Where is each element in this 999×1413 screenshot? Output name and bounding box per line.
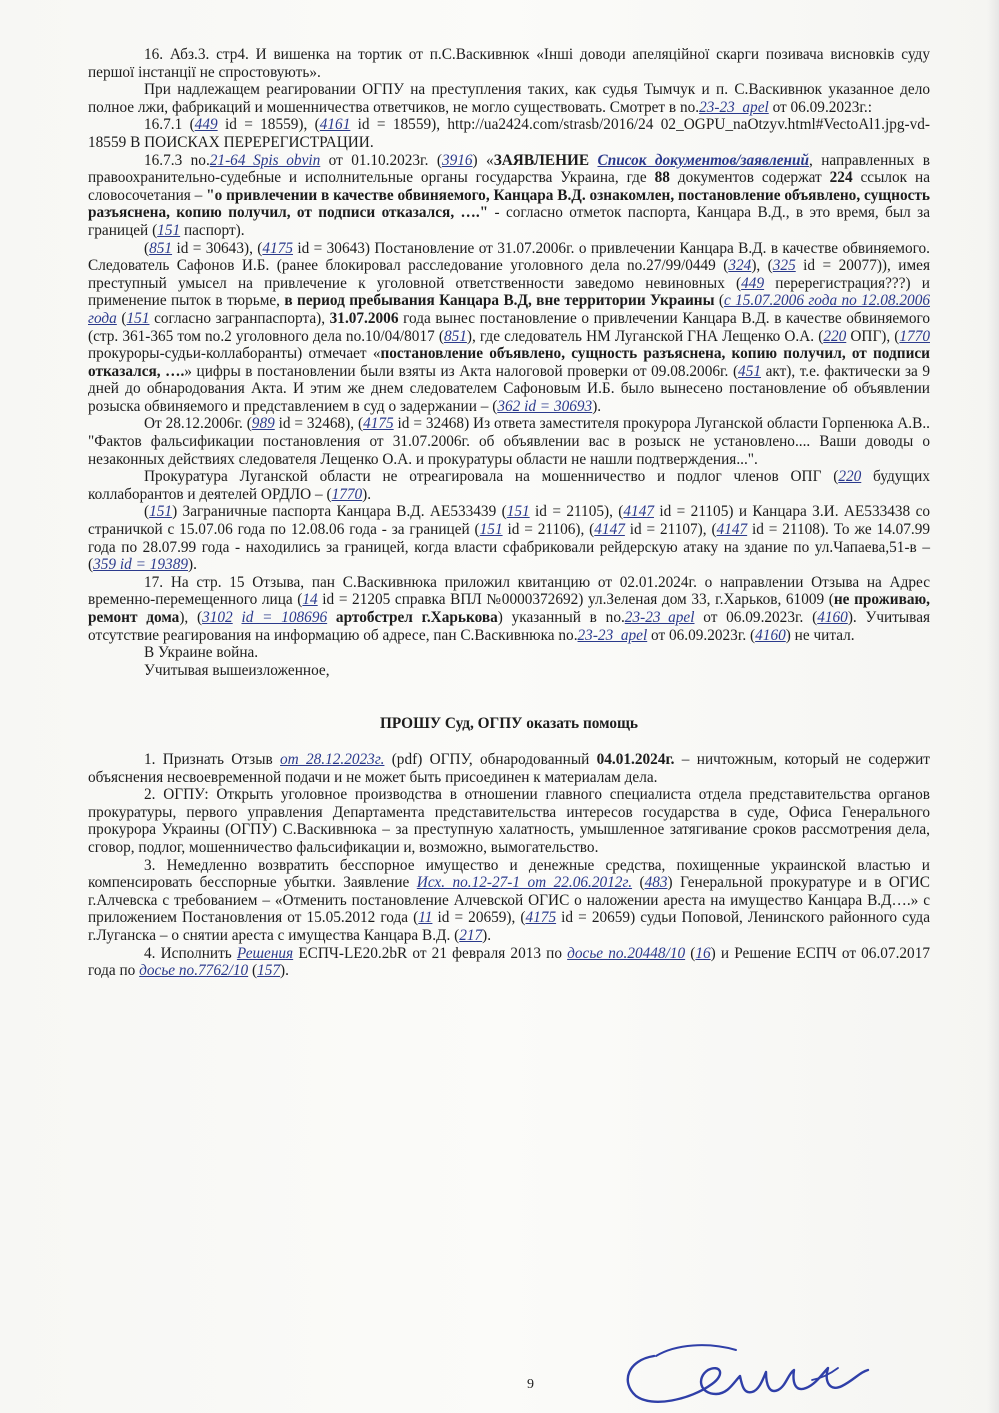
paragraph-17: 17. На стр. 15 Отзыва, пан С.Васкивнюка приложил квитанцию от 02.01.2024г. о направлении Отзыва на Адрес временно-перемещенного лица (14 id = 21205 справка ВПЛ №0000372692) ул.Зеленая дом 33, г.Харьков, 61009 (не проживаю, ремонт дома), (3102 id = 108696 артобстрел г.Харькова) указанный в no.23-23_apel от 06.09.2023г. (4160). Учитывая отсутствие реагирования на информацию об адресе, пан С.Васкивнюка no.23-23_apel от 06.09.2023г. (4160) не читал. [88,573,931,644]
link-359[interactable]: 359 id = 19389 [93,556,188,574]
link-362[interactable]: 362 id = 30693 [497,397,593,415]
link-4160[interactable]: 4160 [817,609,848,626]
paragraph-reaction: При надлежащем реагировании ОГПУ на преступления таких, как судья Тымчук и п. С.Васкивнюк указанное дело полное лжи, фабрикаций и мошенничества ответчиков, не могло существовать. Смотрет в no.23-23_apel от 06.09.2023г.: [88,81,930,116]
page-number: 9 [527,1377,534,1392]
paragraph-war: В Украине война. [144,644,259,662]
link-4175-c[interactable]: 4175 [525,909,557,927]
link-11[interactable]: 11 [418,909,433,927]
link-ish[interactable]: Исх. no.12-27-1 от 22.06.2012г. [416,874,633,892]
request-1: 1. Признать Отзыв от 28.12.2023г. (pdf) ОГПУ, обнародованный 04.01.2024г. – ничтожным, который не содержит объяснения несвоевременной подачи и не может быть присоединен к материалам дела. [88,750,930,786]
section-title: ПРОШУ Суд, ОГПУ оказать помощь [380,715,638,733]
link-dosie-20448[interactable]: досье no.20448/10 [567,944,686,962]
link-151-e[interactable]: 151 [479,521,503,539]
request-4: 4. Исполнить Решения ЕСПЧ-LE20.2bR от 21 февраля 2013 по досье no.20448/10 (16) и Решение ЕСПЧ от 06.07.2017 года по досье no.7762/10 (157). [88,944,930,980]
link-14[interactable]: 14 [302,591,318,609]
link-151-c[interactable]: 151 [149,503,173,521]
link-4175[interactable]: 4175 [262,239,293,257]
link-ot-28-12-2023[interactable]: от 28.12.2023г. [280,750,385,768]
link-4147-b[interactable]: 4147 [594,521,625,539]
link-23-23-apel[interactable]: 23-23_apel [699,98,769,116]
link-151-passport[interactable]: 151 [157,221,181,239]
link-4160-b[interactable]: 4160 [755,626,786,644]
link-220-opg[interactable]: 220 [823,327,847,345]
link-23-23-apel-b[interactable]: 23-23_apel [624,609,695,626]
link-151-zagran[interactable]: 151 [126,309,150,327]
link-period[interactable]: с 15.07.2006 года по 12.08.2006 года [88,292,930,327]
link-21-64-spis-obvin[interactable]: 21-64_Spis_obvin [209,151,321,169]
paragraph-16: 16. Абз.3. стр4. И вишенка на тортик от п.С.Васкивнюк «Інші доводи апеляційної скарги позивача висновків суду першої інстанції не спростовують». [88,46,930,81]
link-23-23-apel-c[interactable]: 23-23_apel [577,626,648,644]
link-4175-b[interactable]: 4175 [363,415,394,433]
request-3: 3. Немедленно возвратить бесспорное имущество и денежные средства, похищенные украинской властью и компенсировать бесспорные убытки. Заявление Исх. no.12-27-1 от 22.06.2012г. (483) Генеральной прокуратуре и в ОГИС г.Алчевска с требованием – «Отменить постановление Алчевской ОГИС о наложении ареста на имущество Канцара В.Д….» с приложением Постановления от 15.05.2012 года (11 id = 20659), (4175 id = 20659) судьи Поповой, Ленинского районного суда г.Луганска – о снятии ареста с имущества Канцара В.Д. (217). [88,856,931,944]
link-4161[interactable]: 4161 [319,116,351,134]
link-989[interactable]: 989 [251,415,275,433]
link-324[interactable]: 324 [728,257,752,275]
paragraph-passports: (151) Заграничные паспорта Канцара В.Д. АЕ533439 (151 id = 21105), (4147 id = 21105) и Канцара З.И. АЕ533438 со страничкой с 15.07.06 года по 12.08.06 года - за границей (151 id = 21106), (4147 id = 21107), (4147 id = 21108). То же 14.07.99 года по 28.07.99 года - находились за границей, когда власти сфабриковали рейдерскую атаку на здание по ул.Чапаева,51-в – (359 id = 19389). [88,503,931,574]
link-851-b[interactable]: 851 [443,327,467,345]
paragraph-16-7-3: 16.7.3 no.21-64_Spis_obvin от 01.10.2023г. (3916) «ЗАЯВЛЕНИЕ Список документов/заявлений, направленных в правоохранительно-судебные и исполнительные органы государства Украина, где 88 документов содержат 224 ссылок на словосочетания – "о привлечении в качестве обвиняемого, Канцара В.Д. ознакомлен, постановление объявлено, сущность разъяснена, копию получил, от подписи отказался, …." - согласно отметок паспорта, Канцара В.Д., в это время, был за границей (151 паспорт). [88,151,931,239]
link-3102[interactable]: 3102 [202,609,233,626]
link-16[interactable]: 16 [695,944,711,962]
link-157[interactable]: 157 [257,962,281,980]
link-4147-c[interactable]: 4147 [716,521,748,539]
paragraph-considering: Учитывая вышеизложенное, [144,661,330,679]
link-483[interactable]: 483 [644,874,668,892]
link-449[interactable]: 449 [194,116,218,134]
document-body [88,46,930,980]
paragraph-851: (851 id = 30643), (4175 id = 30643) Постановление от 31.07.2006г. о привлечении Канцара В.Д. в качестве обвиняемого. Следователь Сафонов И.Б. (ранее блокировал расследование уголовного дела no.27/99/0449 (324), (325 id = 20077)), имея преступный умысел на привлечение к уголовной ответственности заведомо невиновных (449 перерегистрация???) и применение пыток в тюрьме, в период пребывания Канцара В.Д, вне территории Украины (с 15.07.2006 года по 12.08.2006 года (151 согласно загранпаспорта), 31.07.2006 года вынес постановление о привлечении Канцара В.Д. в качестве обвиняемого (стр. 361-365 том no.2 уголовного дела no.10/04/8017 (851), где следователь НМ Луганской ГНА Лещенко О.А. (220 ОПГ), (1770 прокуроры-судьи-коллаборанты) отмечает «постановление объявлено, сущность разъяснена, копию получил, от подписи отказался, ….» цифры в постановлении были взяты из Акта налоговой проверки от 09.08.2006г. (451 акт), т.е. фактически за 9 дней до обнародования Акта. И этим же днем следователем Сафоновым И.Б. было вынесено постановление об объявлении розыска обвиняемого и представлением в суд о задержании – (362 id = 30693). [88,239,931,415]
link-220-b[interactable]: 220 [838,468,862,486]
link-851[interactable]: 851 [149,239,173,257]
link-451[interactable]: 451 [738,362,761,380]
link-spisok-dokumentov[interactable]: Список документов/заявлений [597,151,810,169]
link-4147[interactable]: 4147 [623,503,654,521]
paragraph-16-7-1: 16.7.1 (449 id = 18559), (4161 id = 18559), http://ua2424.com/strasb/2016/24 02_OGPU_naOtzyv.html#VectoAl1.jpg-vd-18559 В ПОИСКАХ ПЕРЕРЕГИСТРАЦИИ. [88,116,930,151]
paragraph-28-12-2006: От 28.12.2006г. (989 id = 32468), (4175 id = 32468) Из ответа заместителя прокурора Луганской области Горпенюка А.В.. "Фактов фальсификации постановления от 31.07.2006г. об объявлении вас в розыск не установлено.... Ваши доводы о незаконных действиях следователя Лещенко О.А. и прокуратуры области не нашли подтверждения...". [88,415,930,468]
link-325[interactable]: 325 [772,257,796,275]
link-dosie-7762[interactable]: досье no.7762/10 [139,962,249,980]
link-217[interactable]: 217 [459,926,483,944]
paragraph-prokuratura: Прокуратура Луганской области не отреагировала на мошенничество и подлог членов ОПГ (220 будущих коллаборантов и деятелей ОРДЛО – (1770). [88,468,930,503]
link-151-d[interactable]: 151 [506,503,530,521]
link-449-re[interactable]: 449 [741,274,765,292]
link-1770-b[interactable]: 1770 [331,485,363,503]
page-edge-shadow [987,0,999,1413]
link-id-108696[interactable]: id = 108696 [241,609,328,626]
link-3916[interactable]: 3916 [441,151,473,169]
link-1770[interactable]: 1770 [899,327,930,345]
link-resheniya[interactable]: Решения [236,944,294,962]
url-text: http://ua2424.com/strasb/2016/24 02_OGPU_naOtzyv.html#VectoAl1.jpg-vd-18559 [88,116,930,151]
signature-image [616,1334,884,1412]
request-2: 2. ОГПУ: Открыть уголовное производства в отношении главного специалиста отдела представительства органов прокуратуры, первого управления Департамента представительства интересов государства в суде, Офиса Генерального прокурора Украины (ОГПУ) С.Васкивнюка – за преступную халатность, умышленное затягивание сроков рассмотрения дела, сговор, подлог, мошенничество фальсификации и, возможно, вымогательство. [88,786,930,856]
